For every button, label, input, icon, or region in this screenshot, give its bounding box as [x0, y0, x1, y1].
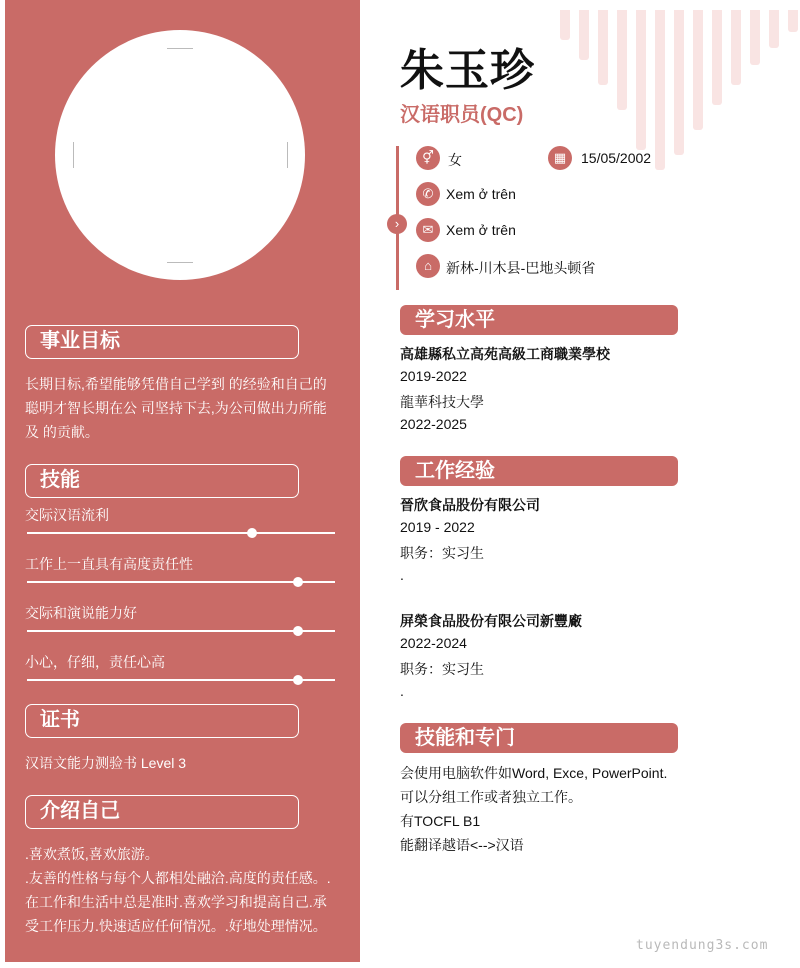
stripe [579, 10, 589, 60]
career-line: 及 的贡献。 [25, 424, 99, 440]
chevron-right-icon: › [387, 214, 407, 234]
skills-heading: 技能 [25, 464, 299, 498]
about-line: .友善的性格与每个人都相处融洽.高度的责任感。. [25, 870, 331, 886]
certs-heading: 证书 [25, 704, 299, 738]
job-note: . [400, 567, 404, 583]
sidebar [5, 0, 360, 962]
avatar-photo [55, 30, 305, 280]
education-school: 龍華科技大學 [400, 394, 484, 410]
specialty-heading: 技能和专门 [400, 723, 678, 753]
about-text [25, 842, 345, 938]
job-period: 2019 - 2022 [400, 519, 475, 535]
job-role: 职务：实习生 [400, 545, 484, 561]
specialty-line: 会使用电脑软件如Word, Exce, PowerPoint. [400, 765, 668, 781]
avatar-frame-mark [287, 142, 288, 168]
skill-level-knob [293, 675, 303, 685]
skill-bar [27, 630, 335, 632]
stripe [750, 10, 760, 65]
email-value: Xem ở trên [446, 222, 516, 238]
phone-icon: ✆ [416, 182, 440, 206]
gender-value: 女 [448, 152, 462, 168]
career-heading: 事业目标 [25, 325, 299, 359]
email-icon: ✉ [416, 218, 440, 242]
education-period: 2019-2022 [400, 368, 467, 384]
stripe [617, 10, 627, 110]
job-role: 职务：实习生 [400, 661, 484, 677]
birthdate-value: 15/05/2002 [581, 150, 652, 166]
about-line: 受工作压力.快速适应任何情况。.好地处理情况。 [25, 918, 327, 934]
gender-icon: ⚥ [416, 146, 440, 170]
address-value: 新林-川木县-巴地头顿省 [446, 260, 596, 276]
stripe [636, 10, 646, 150]
education-heading: 学习水平 [400, 305, 678, 335]
stripe [560, 10, 570, 40]
stripe [788, 10, 798, 32]
education-period: 2022-2025 [400, 416, 467, 432]
watermark: tuyendung3s.com [636, 938, 769, 953]
phone-value: Xem ở trên [446, 186, 516, 202]
skill-bar [27, 679, 335, 681]
home-icon: ⌂ [416, 254, 440, 278]
specialty-line: 能翻译越语<-->汉语 [400, 837, 524, 853]
experience-heading: 工作经验 [400, 456, 678, 486]
skill-label: 交际和演说能力好 [25, 605, 137, 621]
avatar-frame-mark [167, 48, 193, 49]
career-line: 长期目标,希望能够凭借自己学到 的经验和自己的 [25, 376, 327, 392]
skill-bar [27, 581, 335, 583]
job-period: 2022-2024 [400, 635, 467, 651]
stripe [769, 10, 779, 48]
career-text [25, 372, 345, 444]
stripe [674, 10, 684, 155]
cert-text: 汉语文能力测验书 Level 3 [25, 755, 187, 771]
skill-level-knob [293, 626, 303, 636]
specialty-line: 有TOCFL B1 [400, 813, 481, 829]
skill-level-knob [247, 528, 257, 538]
skill-label: 小心，仔细，责任心高 [25, 654, 165, 670]
skill-bar [27, 532, 335, 534]
about-heading: 介绍自己 [25, 795, 299, 829]
job-position: 汉语职员(QC) [400, 104, 524, 126]
skill-label: 工作上一直具有高度责任性 [25, 556, 193, 572]
job-company: 晉欣食品股份有限公司 [400, 497, 540, 513]
about-line: 在工作和生活中总是准时.喜欢学习和提高自己.承 [25, 894, 327, 910]
skill-label: 交际汉语流利 [25, 507, 109, 523]
avatar-frame-mark [167, 262, 193, 263]
career-line: 聪明才智长期在公 司坚持下去,为公司做出力所能 [25, 400, 327, 416]
specialty-line: 可以分组工作或者独立工作。 [400, 789, 582, 805]
about-line: .喜欢煮饭,喜欢旅游。 [25, 846, 159, 862]
stripe [731, 10, 741, 85]
stripe [655, 10, 665, 170]
candidate-name: 朱玉珍 [400, 46, 535, 95]
stripe [693, 10, 703, 130]
education-school: 高雄縣私立高苑高級工商職業學校 [400, 346, 610, 362]
stripe [712, 10, 722, 105]
skill-level-knob [293, 577, 303, 587]
calendar-icon: ▦ [548, 146, 572, 170]
stripe [598, 10, 608, 85]
avatar-frame-mark [73, 142, 74, 168]
job-company: 屏榮食品股份有限公司新豐廠 [400, 613, 582, 629]
job-note: . [400, 683, 404, 699]
